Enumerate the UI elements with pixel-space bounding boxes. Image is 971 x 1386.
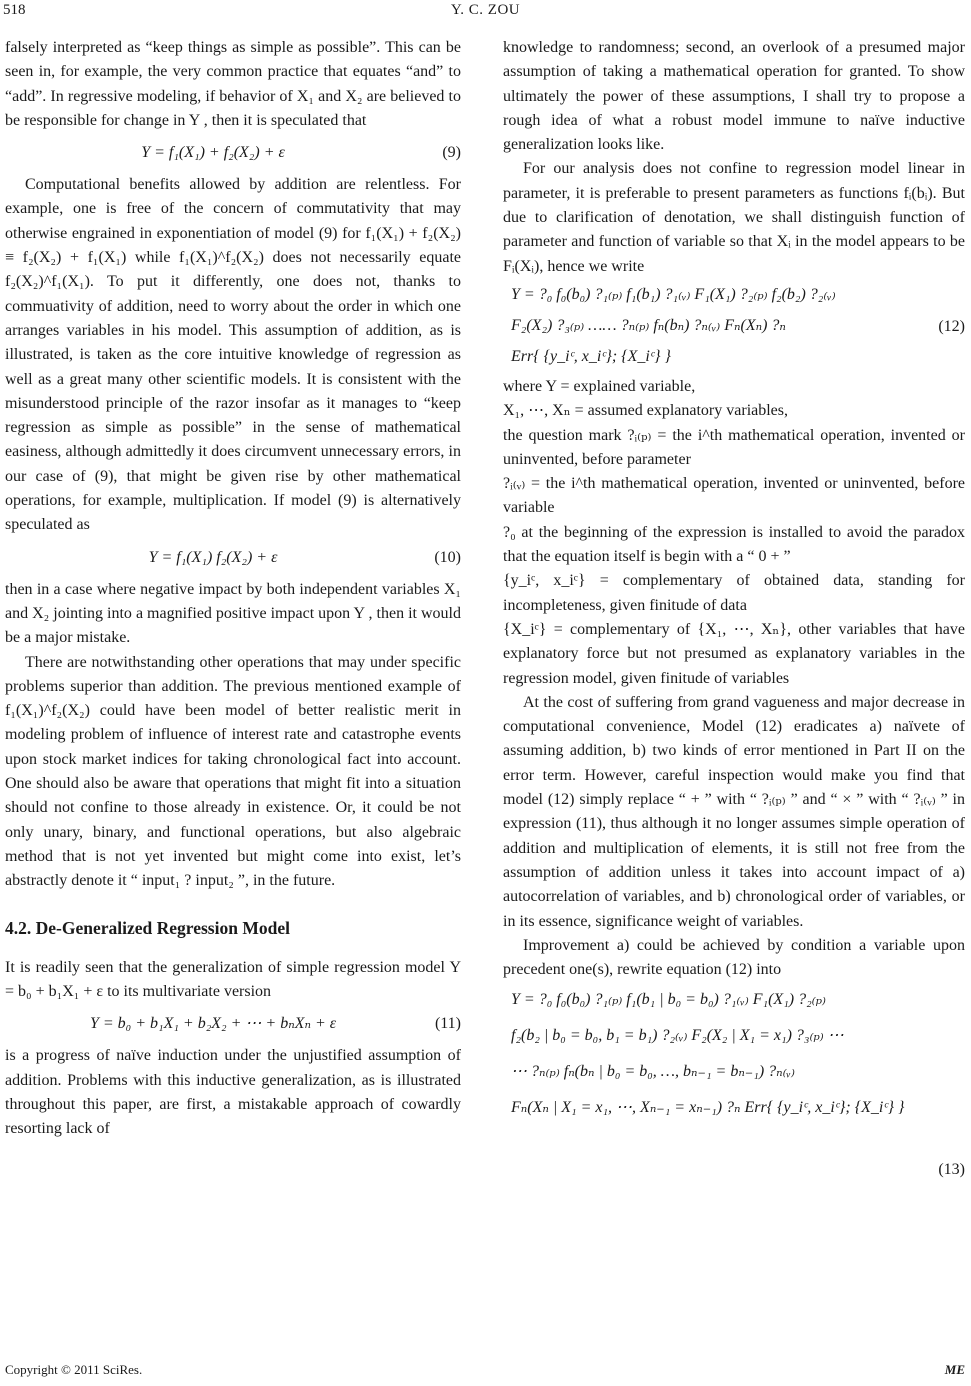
- running-header-author: Y. C. ZOU: [450, 2, 521, 18]
- paragraph: Computational benefits allowed by addition are relentless. For example, one is free of the concern of commutativity that may otherwise engrained in exponentiation of model (9) for f₁(X₁) + f₂(X₂) ≡ f₂(X₂) + f₁(X₁) while f₁(X₁)^f₂(X₂) does not necessarily equate f₂(X₂)^f₁(X₁). To put it differently, one does not, thanks to commuativity of addition, need to worry about the order in which one arranges variables in his model. This assumption of addition, as is illustrated, is taken as the core intuitive knowledge of regression as well as a great many other scientific models. It is consistent with the misunderstood principle of the razor insofar as it manages to “keep regression as simple as possible” in the sense of mathematical easiness, although admittedly it does circumvent unnecessary errors, in our case of (9), that might be given rise by other mathematical operations, for example, multiplication. If model (9) is alternatively speculated as: [5, 176, 461, 534]
- paragraph: then in a case where negative impact by both independent variables X₁ and X₂ jointing into a magnified positive impact upon Y , then it would be a major mistake.: [5, 580, 461, 647]
- equation-body: [511, 982, 925, 1126]
- paragraph: falsely interpreted as “keep things as simple as possible”. This can be seen in, for example, the very common practice that equates “and” to “add”. In regressive modeling, if behavior of X₁ and X₂ are believed to be responsible for change in Y , then it is speculated that: [5, 39, 461, 129]
- equation-13: [503, 982, 965, 1179]
- definition-item: X₁, ⋯, Xₙ = assumed explanatory variables,: [503, 402, 789, 420]
- equation-body: Y = b₀ + b₁X₁ + b₂X₂ + ⋯ + bₙXₙ + ε: [89, 1015, 337, 1033]
- right-column: [503, 36, 965, 1179]
- equation-line: Y = ?₀ f₀(b₀) ?₁₍ₚ₎ f₁(b₁ | b₀ = b₀) ?₁₍ᵥ₎ F₁(X₁) ?₂₍ₚ₎: [511, 991, 826, 1009]
- equation-10: [5, 538, 461, 578]
- equation-body: [511, 279, 925, 372]
- equation-number: (12): [938, 317, 965, 335]
- equation-9: [5, 133, 461, 173]
- paragraph: Improvement a) could be achieved by condition a variable upon precedent one(s), rewrite equation (12) into: [503, 936, 965, 979]
- definition-item: ?₀ at the beginning of the expression is installed to avoid the paradox that the equation itself is begin with a “ 0 + ”: [503, 523, 965, 566]
- paragraph: It is readily seen that the generalization of simple regression model Y = b₀ + b₁X₁ + ε to its multivariate version: [5, 958, 461, 1001]
- equation-body: Y = f₁(X₁) f₂(X₂) + ε: [148, 548, 278, 566]
- section-heading: 4.2. De-Generalized Regression Model: [5, 917, 290, 938]
- left-column: [5, 36, 461, 1142]
- equation-line: f₂(b₂ | b₀ = b₀, b₁ = b₁) ?₂₍ᵥ₎ F₂(X₂ | X₁ = x₁) ?₃₍ₚ₎ ⋯: [511, 1027, 844, 1045]
- equation-number: (9): [442, 144, 461, 162]
- footer-journal: ME: [944, 1362, 965, 1377]
- definition-item: ?ᵢ₍ᵥ₎ = the i^th mathematical operation, invented or uninvented, before variable: [503, 475, 965, 517]
- definition-list: [503, 375, 965, 691]
- equation-number: (13): [938, 1161, 965, 1179]
- equation-number: (10): [434, 548, 461, 566]
- equation-line: Fₙ(Xₙ | X₁ = x₁, ⋯, Xₙ₋₁ = xₙ₋₁) ?ₙ Err{ {y_iᶜ, x_iᶜ}; {X_iᶜ} }: [511, 1099, 905, 1117]
- page-number: 518: [3, 2, 26, 18]
- paragraph: For our analysis does not confine to regression model linear in parameter, it is preferable to present parameters as functions fᵢ(bᵢ). But due to clarification of denotation, we shall distinguish function of parameter and function of variable so that Xᵢ in the model appears to be Fᵢ(Xᵢ), hence we write: [503, 160, 965, 275]
- paragraph: At the cost of suffering from grand vagueness and major decrease in computational convenience, Model (12) eradicates a) naïvete of assuming addition, b) two kinds of error mentioned in Part II on the error term. However, careful inspection would make you find that model (12) simply replace “ + ” with “ ?ᵢ₍ₚ₎ ” and “ × ” with “ ?ᵢ₍ᵥ₎ ” in expression (11), thus although it no longer assumes simple operation of addition and multiplication of elements, it is still not free from the assumption of addition unless it takes into account impact of a) autocorrelation of variables, and b) chronological order of variables, or in its essence, significance weight of variables.: [503, 693, 965, 930]
- equation-12: [503, 279, 965, 375]
- paragraph: knowledge to randomness; second, an overlook of a presumed major assumption of taking a mathematical operation for granted. To show ultimately the power of these assumptions, I shall try to propose a rough idea of what a robust model immune to naïve inductive generalization looks like.: [503, 39, 965, 154]
- paragraph: There are notwithstanding other operations that may under specific problems superior than addition. The previous mentioned example of f₁(X₁)^f₂(X₂) could have been model of better realistic merit in modeling problem of influence of interest rate and catastrophe events upon stock market indices for taking chronological fact into account. One should also be aware that operations that might fit into a situation should not confine to those already in existence. Or, it could be not only unary, binary, and functional operations, but also algebraic method that is not yet invented but might come into exist, let’s abstractly denote it “ input₁ ? input₂ ”, in the future.: [5, 653, 461, 890]
- equation-line: Y = ?₀ f₀(b₀) ?₁₍ₚ₎ f₁(b₁) ?₁₍ᵥ₎ F₁(X₁) ?₂₍ₚ₎ f₂(b₂) ?₂₍ᵥ₎: [511, 285, 836, 303]
- equation-11: [5, 1004, 461, 1044]
- footer-copyright: Copyright © 2011 SciRes.: [5, 1362, 143, 1377]
- equation-line: ⋯ ?ₙ₍ₚ₎ fₙ(bₙ | b₀ = b₀, …, bₙ₋₁ = bₙ₋₁) ?ₙ₍ᵥ₎: [511, 1063, 795, 1081]
- equation-line: Err{ {y_iᶜ, x_iᶜ}; {X_iᶜ} }: [511, 347, 671, 365]
- definition-item: {X_iᶜ} = complementary of {X₁, ⋯, Xₙ}, other variables that have explanatory force but not presumed as explanatory variables in the regression model, given finitude of variables: [503, 620, 965, 687]
- definition-item: the question mark ?ᵢ₍ₚ₎ = the i^th mathematical operation, invented or uninvented, before parameter: [503, 426, 965, 468]
- equation-line: F₂(X₂) ?₃₍ₚ₎ …… ?ₙ₍ₚ₎ fₙ(bₙ) ?ₙ₍ᵥ₎ Fₙ(Xₙ) ?ₙ: [511, 316, 786, 334]
- definition-item: where Y = explained variable,: [503, 377, 696, 395]
- paragraph: is a progress of naïve induction under the unjustified assumption of addition. Problems with this inductive generalization, as is illustrated throughout this paper, are first, a mistakable approach of cowardly resorting lack of: [5, 1047, 461, 1138]
- equation-body: Y = f₁(X₁) + f₂(X₂) + ε: [141, 144, 285, 162]
- definition-item: {y_iᶜ, x_iᶜ} = complementary of obtained data, standing for incompleteness, given finitude of data: [503, 572, 965, 614]
- equation-number: (11): [434, 1015, 461, 1033]
